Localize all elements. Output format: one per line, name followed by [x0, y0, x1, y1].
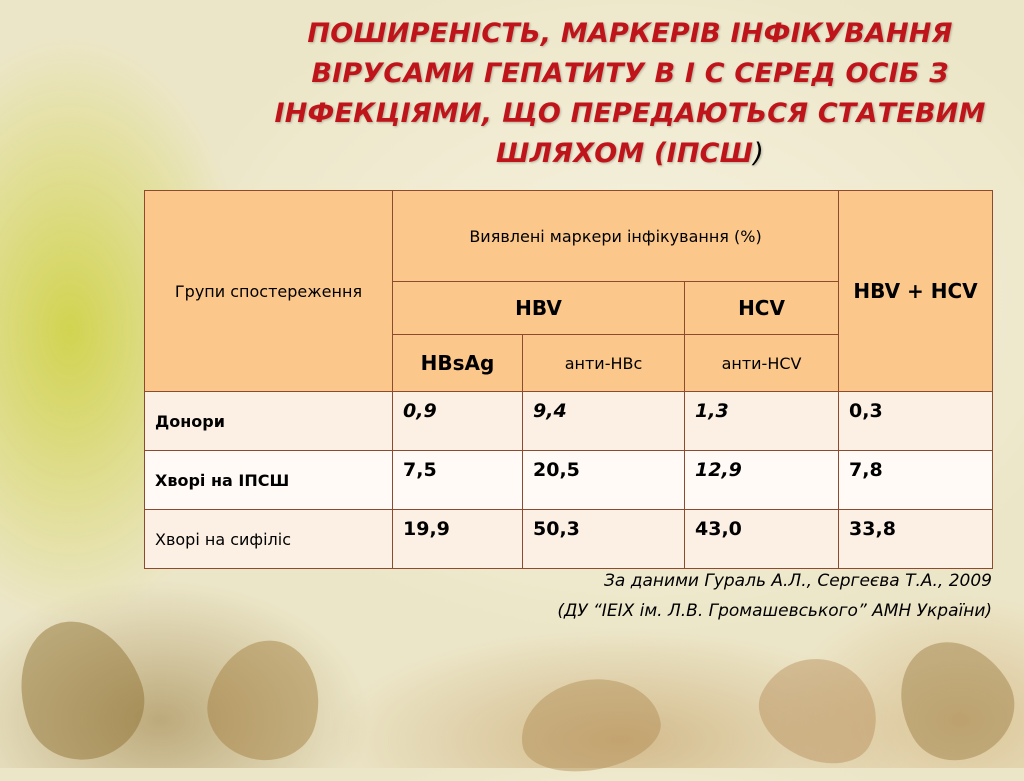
table-row — [145, 510, 993, 569]
source-note — [400, 566, 992, 626]
hcv-header: HCV — [685, 282, 839, 335]
hbv-hcv-cell: 7,8 — [839, 451, 993, 510]
anti-hbc-cell: 20,5 — [523, 451, 685, 510]
background-leaf — [0, 604, 160, 777]
slide-title — [270, 14, 990, 174]
hbsag-cell: 0,9 — [393, 392, 523, 451]
markers-header: Виявлені маркери інфікування (%) — [393, 191, 839, 282]
anti-hcv-cell: 43,0 — [685, 510, 839, 569]
background-leaf — [877, 621, 1024, 780]
anti-hbc-cell: 9,4 — [523, 392, 685, 451]
source-line-1: За даними Гураль А.Л., Сергеєва Т.А., 2009 — [604, 571, 992, 591]
background-leaf — [196, 628, 333, 772]
slide-title-text: ПОШИРЕНІСТЬ, МАРКЕРІВ ІНФІКУВАННЯ ВІРУСАМИ ГЕПАТИТУ В І С СЕРЕД ОСІБ З ІНФЕКЦІЯМИ, ЩО ПЕРЕДАЮТЬСЯ СТАТЕВИМ ШЛЯХОМ (ІПСШ — [274, 18, 986, 169]
hbsag-cell: 19,9 — [393, 510, 523, 569]
anti-hcv-cell: 12,9 — [685, 451, 839, 510]
hbv-hcv-header: HBV + HCV — [839, 191, 993, 392]
hbsag-header: HBsAg — [393, 335, 523, 392]
group-cell: Хворі на ІПСШ — [145, 451, 393, 510]
hbv-hcv-cell: 0,3 — [839, 392, 993, 451]
background-leaf — [513, 669, 667, 781]
group-cell: Донори — [145, 392, 393, 451]
anti-hbc-cell: 50,3 — [523, 510, 685, 569]
hbv-hcv-cell: 33,8 — [839, 510, 993, 569]
group-header: Групи спостереження — [145, 191, 393, 392]
slide-title-tail: ) — [753, 138, 764, 169]
table-row — [145, 451, 993, 510]
hbv-header: HBV — [393, 282, 685, 335]
source-line-2: (ДУ “ІЕІХ ім. Л.В. Громашевського” АМН України) — [557, 601, 992, 621]
table-row — [145, 392, 993, 451]
background-leaf — [744, 639, 895, 780]
group-cell: Хворі на сифіліс — [145, 510, 393, 569]
hbsag-cell: 7,5 — [393, 451, 523, 510]
anti-hcv-cell: 1,3 — [685, 392, 839, 451]
markers-table — [144, 190, 993, 569]
anti-hcv-header: анти-HCV — [685, 335, 839, 392]
anti-hbc-header: анти-HBс — [523, 335, 685, 392]
